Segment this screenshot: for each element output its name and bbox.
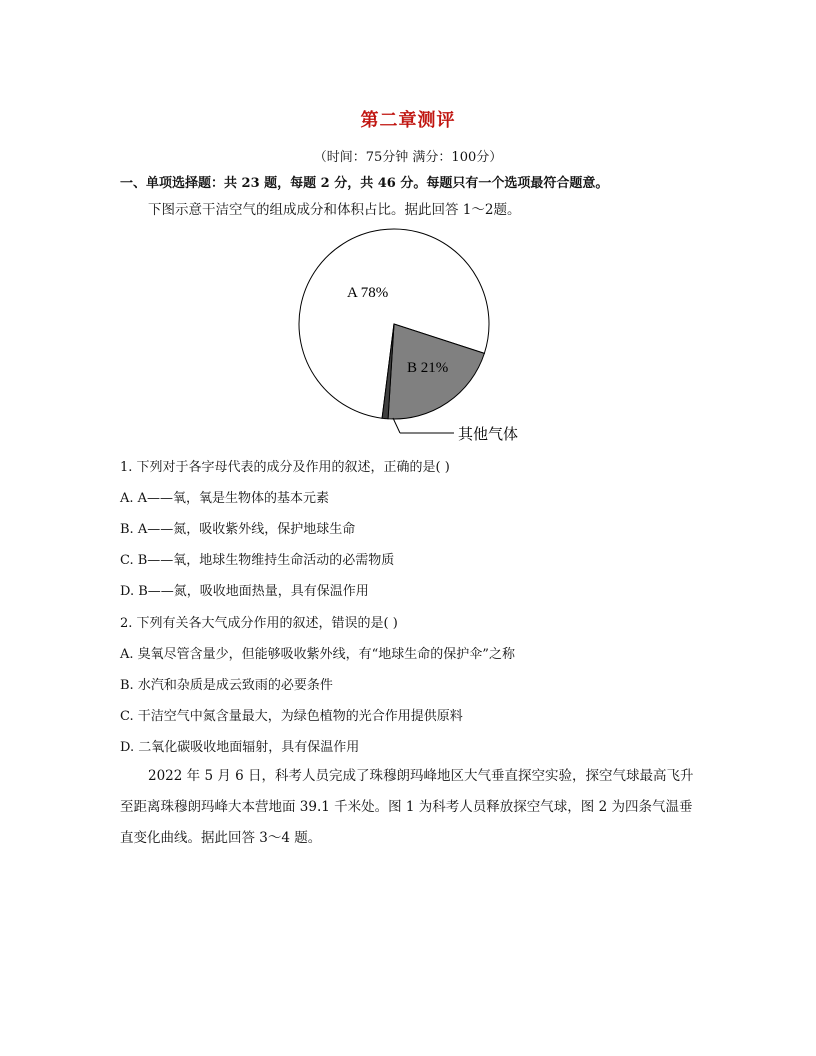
question-1-option-d: D. B——氮，吸收地面热量，具有保温作用 [120, 584, 369, 599]
question-1-option-c: C. B——氧，地球生物维持生命活动的必需物质 [120, 553, 395, 568]
page-title: 第二章测评 [360, 110, 456, 131]
slice-label-a: A 78% [347, 285, 389, 301]
question-2-option-a: A. 臭氧尽管含量少，但能够吸收紫外线，有“地球生命的保护伞”之称 [120, 647, 515, 662]
intro-text-2 [120, 761, 698, 854]
question-2-option-c: C. 干洁空气中氮含量最大，为绿色植物的光合作用提供原料 [120, 709, 463, 724]
pie-chart [0, 225, 816, 445]
question-2-stem: 2. 下列有关各大气成分作用的叙述，错误的是( ) [120, 616, 398, 631]
slice-label-b: B 21% [407, 360, 449, 376]
question-1-option-a: A. A——氧，氧是生物体的基本元素 [120, 491, 330, 506]
other-gas-leader-line [393, 418, 400, 433]
question-1-stem: 1. 下列对于各字母代表的成分及作用的叙述，正确的是( ) [120, 460, 450, 475]
question-2-option-b: B. 水汽和杂质是成云致雨的必要条件 [120, 678, 333, 693]
slice-label-other: 其他气体 [458, 427, 519, 443]
question-1-option-b: B. A——氮，吸收紫外线，保护地球生命 [120, 522, 356, 537]
section-heading: 一、单项选择题：共 23 题，每题 2 分，共 46 分。每题只有一个选项最符合题意。 [120, 176, 609, 191]
exam-info: （时间：75分钟 满分：100分） [313, 150, 503, 165]
intro-text-1: 下图示意干洁空气的组成成分和体积占比。据此回答 1～2题。 [148, 202, 521, 218]
intro-text-2-body: 2022 年 5 月 6 日，科考人员完成了珠穆朗玛峰地区大气垂直探空实验，探空气球最高飞升至距离珠穆朗玛峰大本营地面 39.1 千米处。图 1 为科考人员释放探空气球，图 2 为四条气温垂直变化曲线。据此回答 3～4 题。 [120, 768, 694, 846]
question-2-option-d: D. 二氧化碳吸收地面辐射，具有保温作用 [120, 740, 360, 755]
